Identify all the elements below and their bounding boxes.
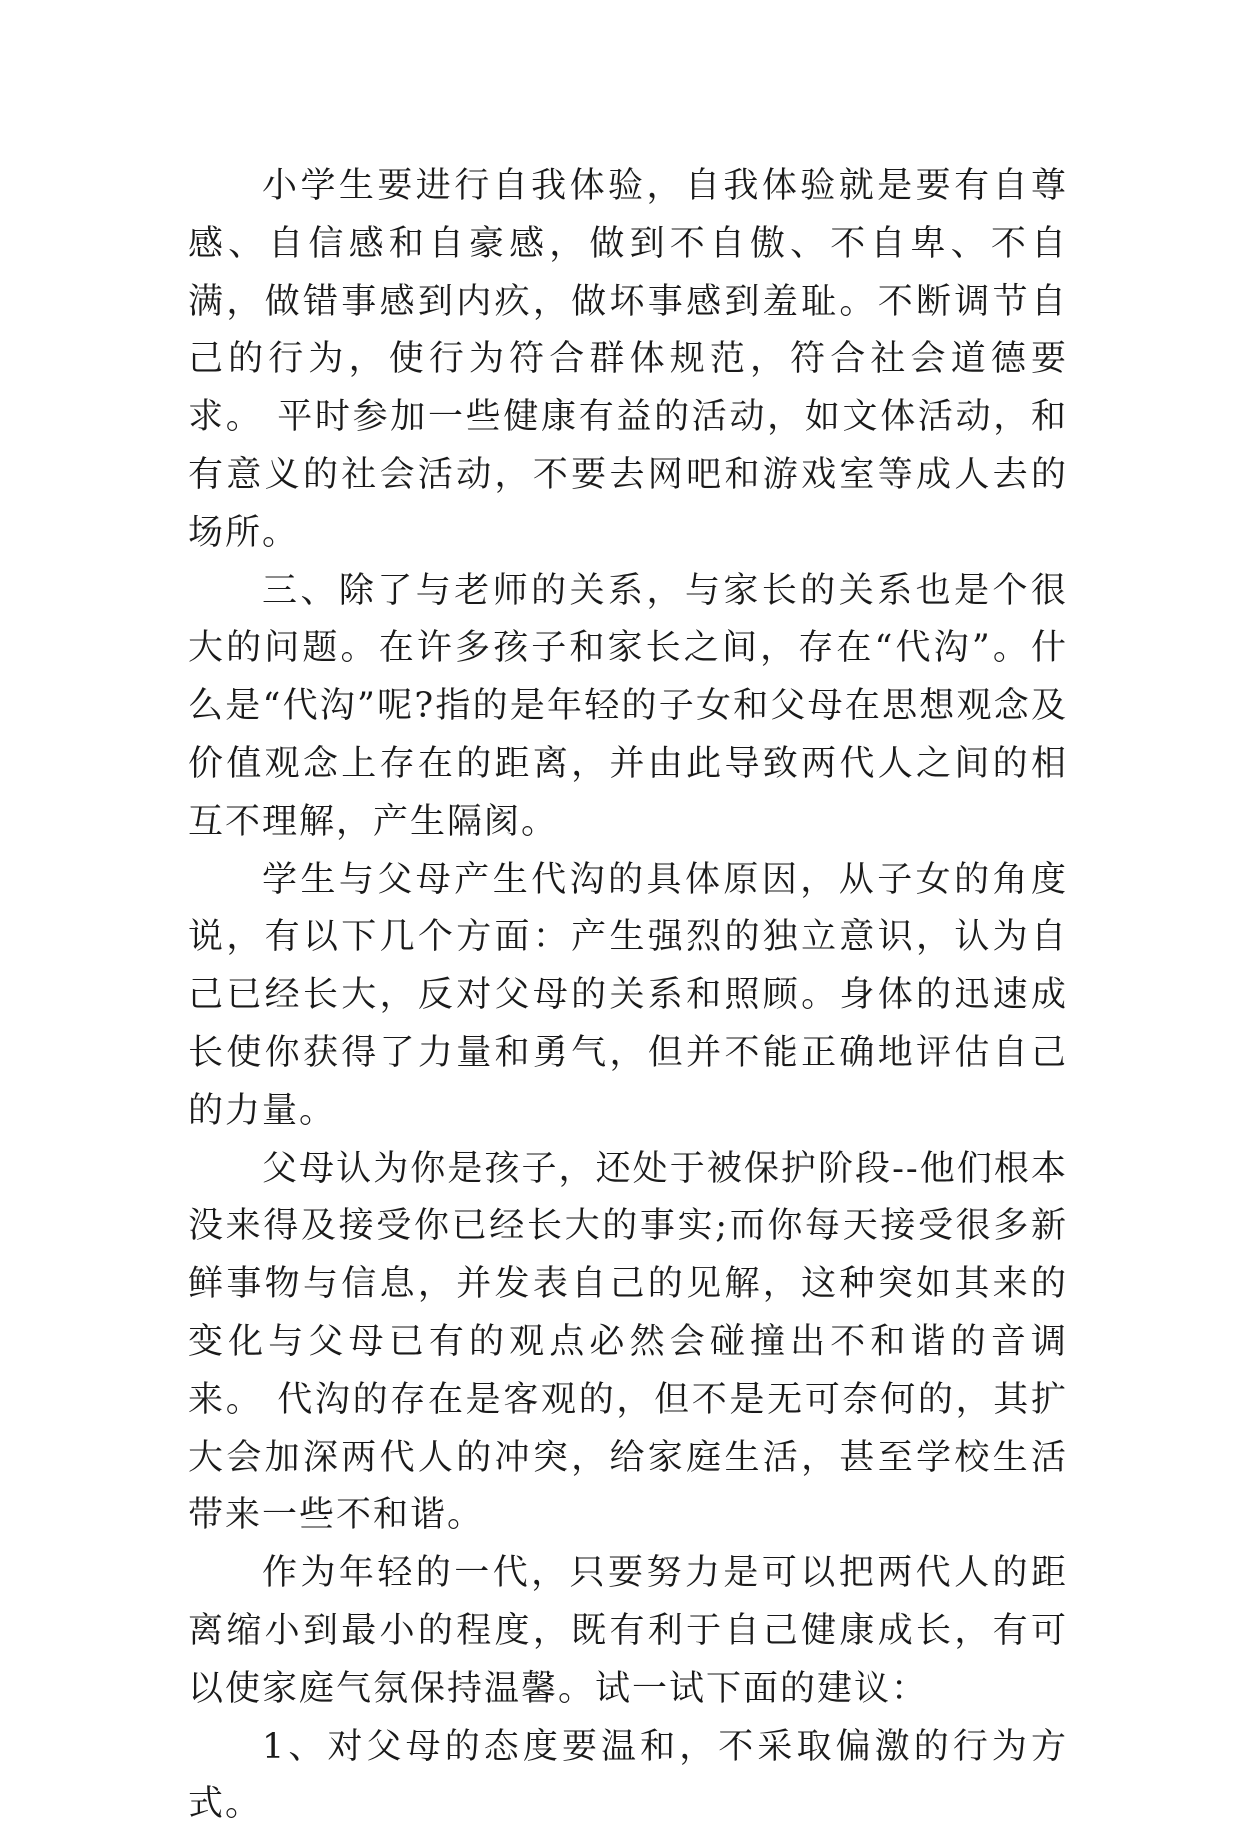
paragraph-generation-gap-definition: 三、除了与老师的关系，与家长的关系也是个很大的问题。在许多孩子和家长之间，存在“代沟”。什么是“代沟”呢?指的是年轻的子女和父母在思想观念及价值观念上存在的距离，并由此导致两代人之间的相互不理解，产生隔阂。 xyxy=(188,570,1068,842)
paragraph-self-experience: 小学生要进行自我体验，自我体验就是要有自尊感、自信感和自豪感，做到不自傲、不自卑、不自满，做错事感到内疚，做坏事感到羞耻。不断调节自己的行为，使行为符合群体规范，符合社会道德要求。 平时参加一些健康有益的活动，如文体活动，和有意义的社会活动，不要去网吧和游戏室等成人去的场所。 xyxy=(188,166,1068,553)
paragraph-suggestion-1: 1、对父母的态度要温和，不采取偏激的行为方式。 xyxy=(188,1726,1068,1825)
paragraph-parents-view: 父母认为你是孩子，还处于被保护阶段--他们根本没来得及接受你已经长大的事实;而你每天接受很多新鲜事物与信息，并发表自己的见解，这种突如其来的变化与父母已有的观点必然会碰撞出不和谐的音调来。 代沟的存在是客观的，但不是无可奈何的，其扩大会加深两代人的冲突，给家庭生活，甚至学校生活带来一些不和谐。 xyxy=(188,1148,1068,1536)
paragraph-young-generation: 作为年轻的一代，只要努力是可以把两代人的距离缩小到最小的程度，既有利于自己健康成长，有可以使家庭气氛保持温馨。试一试下面的建议： xyxy=(188,1553,1068,1709)
paragraph-gap-causes: 学生与父母产生代沟的具体原因，从子女的角度说，有以下几个方面：产生强烈的独立意识，认为自己已经长大，反对父母的关系和照顾。身体的迅速成长使你获得了力量和勇气，但并不能正确地评估自己的力量。 xyxy=(188,859,1068,1131)
document-body xyxy=(188,158,1068,1834)
